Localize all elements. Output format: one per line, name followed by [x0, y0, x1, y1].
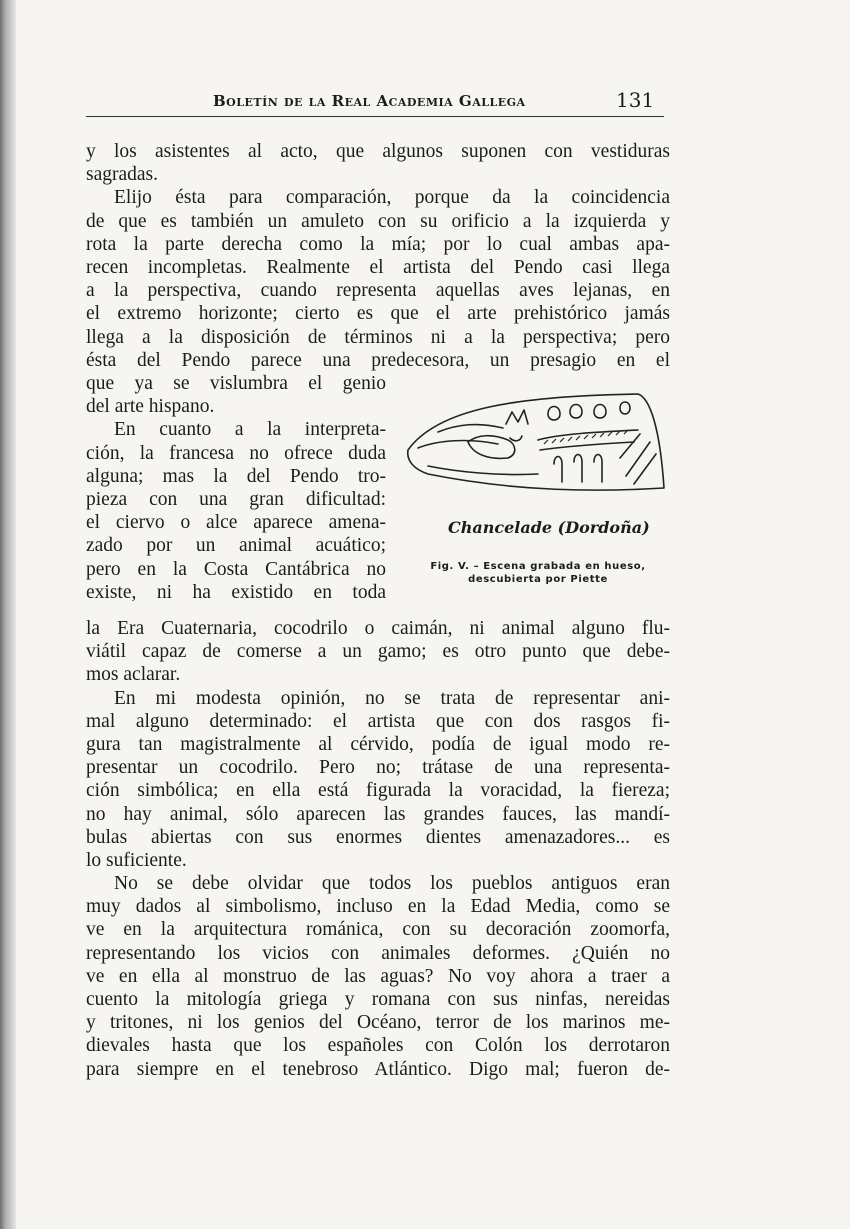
text-line: ción simbólica; en ella está figurada la voracidad, la fiereza; [86, 780, 670, 802]
text-line: pieza con una gran dificultad: [86, 488, 386, 510]
text-line: alguna; mas la del Pendo tro- [86, 465, 386, 487]
text-line: que ya se vislumbra el genio [86, 373, 386, 394]
text-line: y tritones, ni los genios del Océano, terror de los marinos me- [86, 1012, 670, 1034]
text-line: rota la parte derecha como la mía; por lo cual ambas apa- [86, 233, 670, 255]
header-rule [86, 116, 664, 117]
body-text-bottom [86, 617, 670, 1081]
text-line: lo suficiente. [86, 849, 187, 871]
text-line: En cuanto a la interpreta- [114, 419, 386, 441]
text-line: llega a la disposición de términos ni a la perspectiva; pero [86, 326, 670, 348]
text-line: a la perspectiva, cuando representa aquellas aves lejanas, en [86, 280, 670, 302]
text-line: dievales hasta que los españoles con Colón los derrotaron [86, 1035, 670, 1057]
running-head: Boletín de la Real Academia Gallega [213, 92, 526, 110]
scan-edge-shadow [0, 0, 16, 1229]
text-line: gura tan magistralmente al cérvido, podía de igual modo re- [86, 733, 670, 755]
text-line: recen incompletas. Realmente el artista del Pendo casi llega [86, 256, 670, 278]
text-line: ción, la francesa no ofrece duda [86, 442, 386, 464]
text-line: de que es también un amuleto con su orificio a la izquierda y [86, 210, 670, 232]
body-text-top [86, 140, 670, 372]
page-number: 131 [616, 88, 655, 112]
figure-caption [418, 560, 658, 586]
text-line: existe, ni ha existido en toda [86, 581, 386, 603]
text-line: pero en la Costa Cantábrica no [86, 558, 386, 580]
text-line: zado por un animal acuático; [86, 535, 386, 557]
text-line: ve en ella al monstruo de las aguas? No voy ahora a traer a [86, 965, 670, 987]
text-line: mos aclarar. [86, 664, 181, 686]
text-line: el extremo horizonte; cierto es que el arte prehistórico jamás [86, 303, 670, 325]
figure-engraving [398, 388, 666, 596]
text-line: presentar un cocodrilo. Pero no; trátase de una representa- [86, 757, 670, 779]
text-line: representando los vicios con animales deformes. ¿Quién no [86, 942, 670, 964]
text-line: del arte hispano. [86, 396, 215, 418]
engraved-bone-illustration [398, 388, 666, 518]
body-text-wrapped [86, 372, 386, 604]
text-line: mal alguno determinado: el artista que con dos rasgos fi- [86, 710, 670, 732]
text-line: ve en la arquitectura románica, con su decoración zoomorfa, [86, 919, 670, 941]
text-line: No se debe olvidar que todos los pueblos antiguos eran [114, 873, 670, 895]
text-line: para siempre en el tenebroso Atlántico. Digo mal; fueron de- [86, 1058, 670, 1080]
page-header [0, 84, 850, 124]
text-line: En mi modesta opinión, no se trata de representar ani- [114, 687, 670, 709]
text-line: cuento la mitología griega y romana con sus ninfas, nereidas [86, 989, 670, 1010]
text-line: muy dados al simbolismo, incluso en la Edad Media, como se [86, 896, 670, 918]
text-line: la Era Cuaternaria, cocodrilo o caimán, ni animal alguno flu- [86, 618, 670, 639]
figure-caption-line: descubierta por Piette [468, 574, 608, 585]
text-line: sagradas. [86, 164, 159, 186]
handwritten-caption: Chancelade (Dordoña) [448, 518, 650, 537]
figure-caption-line: Fig. V. – Escena grabada en hueso, [430, 561, 646, 572]
text-line: viátil capaz de comerse a un gamo; es otro punto que debe- [86, 641, 670, 663]
text-line: bulas abiertas con sus enormes dientes amenazadores... es [86, 826, 670, 848]
text-line: y los asistentes al acto, que algunos suponen con vestiduras [86, 141, 670, 162]
text-line: Elijo ésta para comparación, porque da la coincidencia [114, 187, 670, 209]
text-line: no hay animal, sólo aparecen las grandes fauces, las mandí- [86, 803, 670, 825]
text-line: el ciervo o alce aparece amena- [86, 512, 386, 534]
text-line: ésta del Pendo parece una predecesora, un presagio en el [86, 349, 670, 371]
